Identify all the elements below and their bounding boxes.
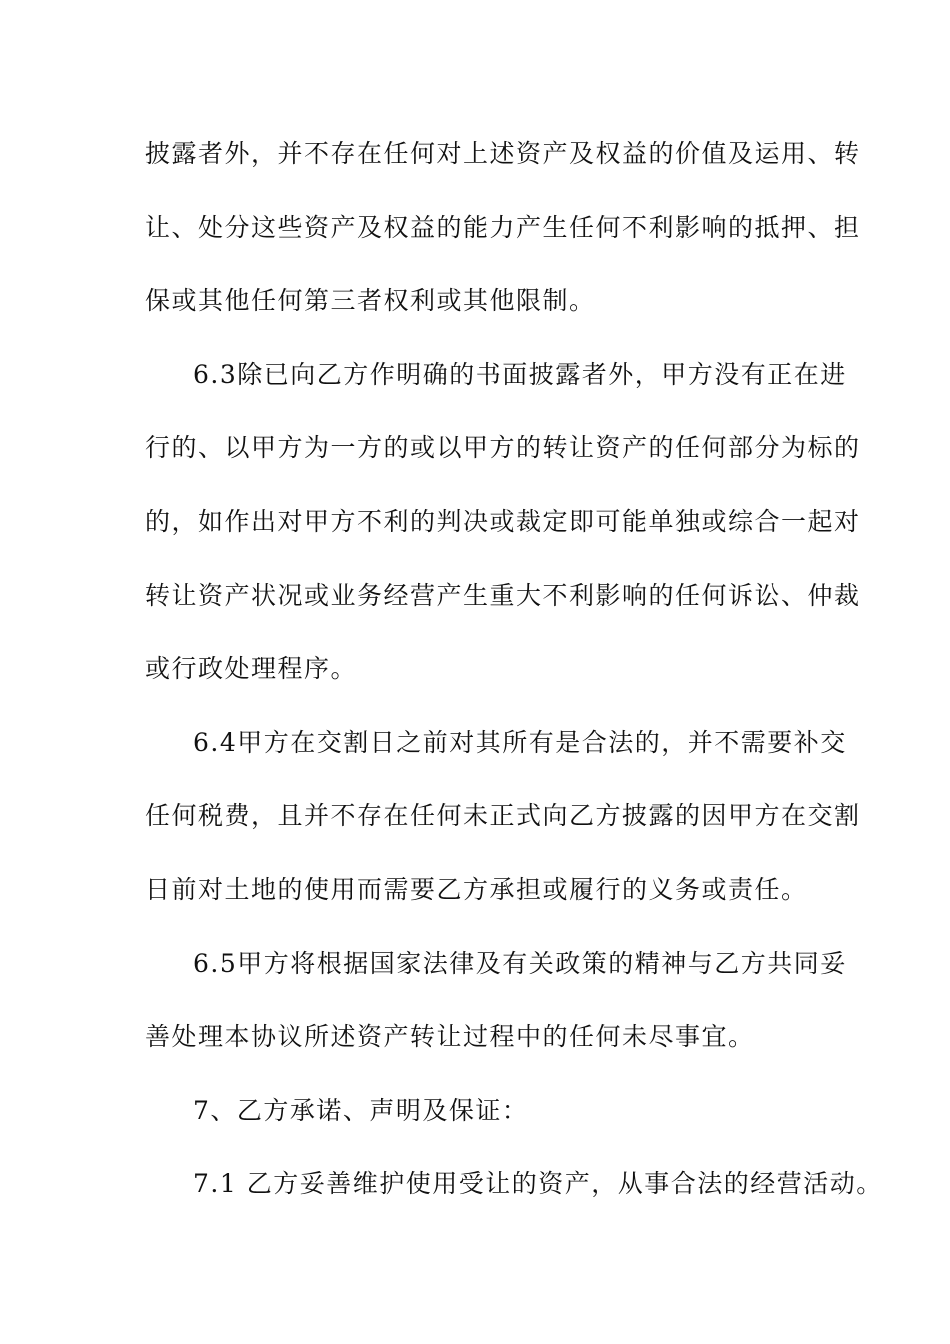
clause-7-1-line: 7.1 乙方妥善维护使用受让的资产，从事合法的经营活动。 [193, 1169, 883, 1199]
text-line: 让、处分这些资产及权益的能力产生任何不利影响的抵押、担 [145, 212, 861, 242]
clause-6-4-line: 6.4甲方在交割日之前对其所有是合法的，并不需要补交 [193, 727, 847, 757]
text-line: 日前对土地的使用而需要乙方承担或履行的义务或责任。 [145, 874, 808, 904]
clause-6-3-line: 6.3除已向乙方作明确的书面披露者外，甲方没有正在进 [193, 359, 847, 389]
section-7-heading: 7、乙方承诺、声明及保证： [193, 1095, 529, 1125]
text-line: 披露者外，并不存在任何对上述资产及权益的价值及运用、转 [145, 139, 861, 168]
text-line: 保或其他任何第三者权利或其他限制。 [145, 286, 596, 316]
text-line: 善处理本协议所述资产转让过程中的任何未尽事宜。 [145, 1022, 755, 1052]
text-line: 行的、以甲方为一方的或以甲方的转让资产的任何部分为标的 [145, 433, 861, 463]
text-line: 转让资产状况或业务经营产生重大不利影响的任何诉讼、仲裁 [145, 580, 861, 610]
text-line: 任何税费，且并不存在任何未正式向乙方披露的因甲方在交割 [145, 801, 861, 831]
text-line: 或行政处理程序。 [145, 654, 358, 684]
text-line: 的，如作出对甲方不利的判决或裁定即可能单独或综合一起对 [145, 506, 861, 536]
document-body [145, 129, 883, 1233]
clause-6-5-line: 6.5甲方将根据国家法律及有关政策的精神与乙方共同妥 [193, 948, 847, 978]
